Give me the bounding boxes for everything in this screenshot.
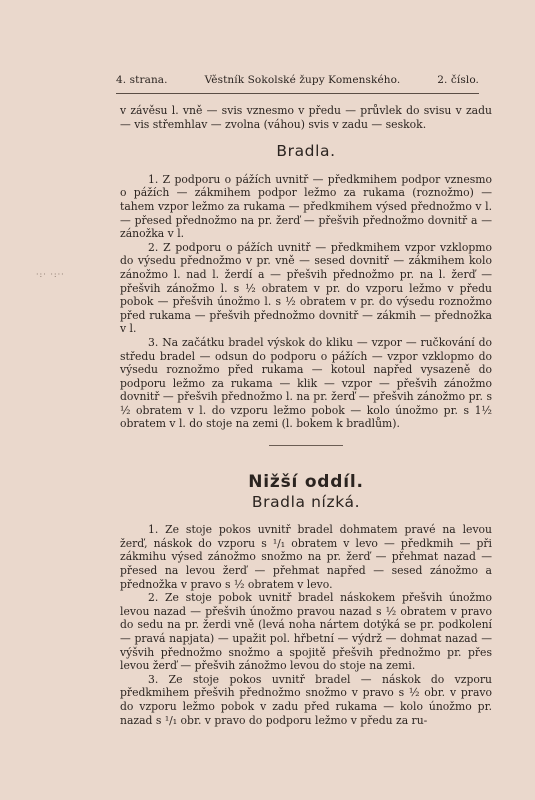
section-divider: [269, 445, 343, 446]
running-header: [116, 74, 479, 86]
intro-paragraph: v závěsu l. vně — svis vznesmo v předu — průvlek do svisu v zadu — vis střemhlav — zvolna (váhou) svis v zadu — seskok.: [120, 104, 492, 131]
journal-title: Věstník Sokolské župy Komenského.: [204, 74, 401, 86]
section-title-bradla: Bradla.: [276, 142, 336, 161]
bradla-paragraph-1: 1. Z podporu o pážích uvnitř — předkmihem podpor vznesmo o pážích — zákmihem podpor ležmo za rukama (roznožmo) — tahem vzpor ležmo za rukama — předkmihem výsed přednožmo v l. — přesed přednožmo na pr. žerď — přešvih přednožmo dovnitř a — zánožka v l.: [120, 172, 492, 241]
nizka-paragraph-1: 1. Ze stoje pokos uvnitř bradel dohmatem pravé na levou žerď, náskok do vzporu s ¹/₁ obratem v levo — předkmih — při zákmihu výsed zánožmo snožmo na pr. žerď — přehmat nazad — přesed na levou žerď — přehmat napřed — sesed zánožmo a přednožka v pravo s ½ obratem v levo.: [120, 523, 492, 591]
nizka-paragraph-2: 2. Ze stoje pobok uvnitř bradel náskokem přešvih únožmo levou nazad — přešvih únožmo pravou nazad s ½ obratem v pravo do sedu na pr. žerdi vně (levá noha nártem dotýká se pr. podkolení — pravá napjata) — upažit pol. hřbetní — výdrž — dohmat nazad — výšvih přednožmo snožmo a spojitě přešvih přednožmo pr. přes levou žerď — přešvih zánožmo levou do stoje na zemi.: [120, 591, 492, 673]
margin-mark: ·:· ·:··: [36, 270, 65, 279]
nizka-paragraph-3: 3. Ze stoje pokos uvnitř bradel — náskok do vzporu předkmihem přešvih přednožmo snožmo v pravo s ½ obr. v pravo do vzporu ležmo pobok v zadu před rukama — kolo únožmo pr. nazad s ¹/₁ obr. v pravo do podporu ležmo v předu za ru-: [120, 672, 492, 727]
page-number: 4. strana.: [116, 74, 168, 86]
page-body: [120, 104, 492, 727]
section-title-nizsi-oddil: Nižší oddíl.: [248, 472, 364, 493]
bradla-paragraph-2: 2. Z podporu o pážích uvnitř — předkmihem vzpor vzklopmo do výsedu přednožmo v pr. vně — sesed dovnitř — zákmihem kolo zánožmo l. nad l. žerdí a — přešvih přednožmo pr. na l. žerď — přešvih zánožmo l. s ½ obratem v pr. do vzporu ležmo v předu pobok — přešvih únožmo l. s ½ obratem v pr. do výsedu roznožmo před rukama — přešvih přednožmo dovnitř — zákmih — přednožka v l.: [120, 240, 492, 336]
bradla-paragraph-3: 3. Na začátku bradel výskok do kliku — vzpor — ručkování do středu bradel — odsun do podporu o pážích — vzpor vzklopmo do výsedu roznožmo před rukama — kotoul napřed vysazeně do podporu ležmo za rukama — klik — vzpor — přešvih zánožmo dovnitř — přešvih přednožmo l. na pr. žerď — přešvih zánožmo pr. s ½ obratem v l. do vzporu ležmo pobok — kolo únožmo pr. s 1½ obratem v l. do stoje na zemi (l. bokem k bradlům).: [120, 335, 492, 431]
header-rule: [116, 93, 479, 94]
issue-number: 2. číslo.: [437, 74, 479, 86]
subsection-title-bradla-nizka: Bradla nízká.: [251, 492, 361, 511]
